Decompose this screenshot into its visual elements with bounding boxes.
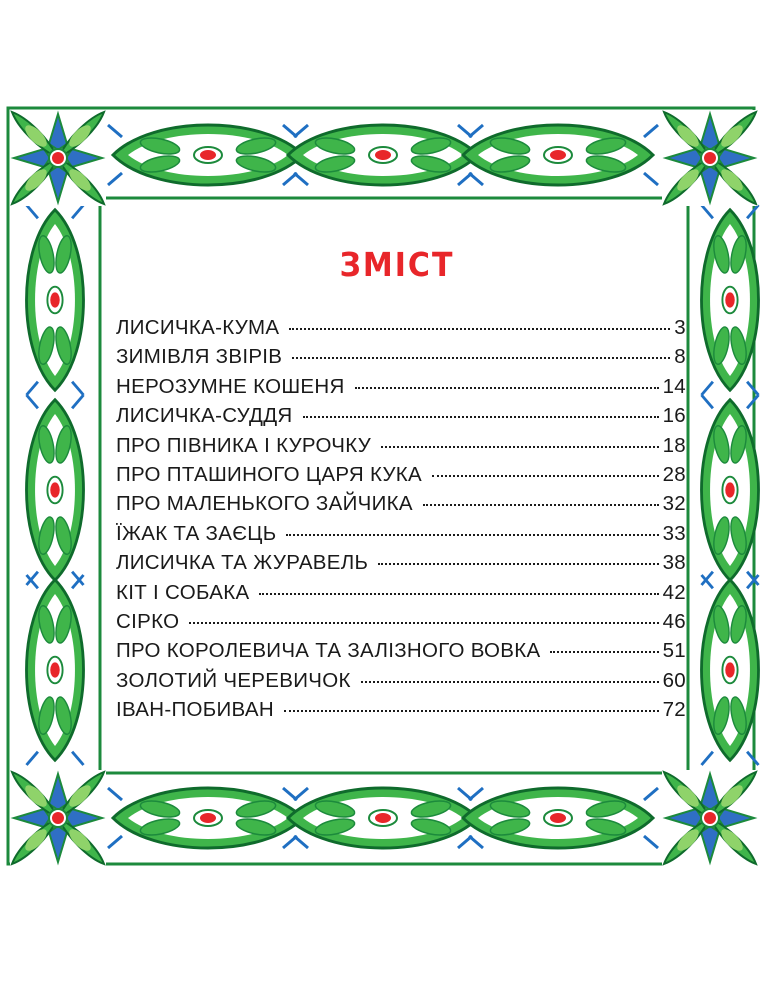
- toc-entry-page: 42: [662, 580, 686, 604]
- toc-entry-page: 33: [662, 521, 686, 545]
- dot-leader: [361, 681, 659, 683]
- toc-entry[interactable]: [116, 375, 686, 404]
- toc-entry-title: ПРО ПТАШИНОГО ЦАРЯ КУКА: [116, 462, 422, 486]
- dot-leader: [432, 475, 659, 477]
- toc-entry[interactable]: [116, 698, 686, 727]
- dot-leader: [289, 328, 670, 330]
- toc-entry-title: СІРКО: [116, 609, 180, 633]
- bottom-border-band: [108, 788, 658, 848]
- dot-leader: [550, 651, 658, 653]
- dot-leader: [355, 387, 659, 389]
- dot-leader: [189, 622, 658, 624]
- toc-entry-title: ПРО МАЛЕНЬКОГО ЗАЙЧИКА: [116, 492, 413, 516]
- toc-entry-page: 28: [662, 462, 686, 486]
- dot-leader: [259, 593, 658, 595]
- toc-entry-title: ЗОЛОТИЙ ЧЕРЕВИЧОК: [116, 668, 351, 692]
- toc-entry-page: 14: [662, 374, 686, 398]
- toc-entry[interactable]: [116, 551, 686, 580]
- corner-flower-icon: [662, 110, 758, 206]
- toc-entry-title: ЇЖАК ТА ЗАЄЦЬ: [116, 521, 277, 545]
- corner-flower-icon: [10, 770, 106, 866]
- toc-entry[interactable]: [116, 404, 686, 433]
- toc-entry-page: 18: [662, 433, 686, 457]
- dot-leader: [303, 416, 659, 418]
- toc-entry[interactable]: [116, 434, 686, 463]
- toc-entry-page: 38: [662, 551, 686, 575]
- toc-entry-title: ЛИСИЧКА-КУМА: [116, 316, 280, 339]
- toc-entry-title: ПРО ПІВНИКА І КУРОЧКУ: [116, 433, 372, 457]
- right-border-band: [702, 205, 759, 765]
- toc-entry-title: ЛИСИЧКА ТА ЖУРАВЕЛЬ: [116, 551, 369, 575]
- toc-entry-page: 16: [662, 404, 686, 428]
- content-panel: [108, 200, 686, 770]
- toc-entry-page: 72: [662, 698, 686, 722]
- toc-entry[interactable]: [116, 522, 686, 551]
- toc-entry[interactable]: [116, 463, 686, 492]
- toc-entry-page: 60: [662, 668, 686, 692]
- toc-entry-title: НЕРОЗУМНЕ КОШЕНЯ: [116, 374, 345, 398]
- toc-entry-title: ІВАН-ПОБИВАН: [116, 698, 274, 722]
- toc-entry-title: КІТ І СОБАКА: [116, 580, 250, 604]
- toc-entry[interactable]: [116, 639, 686, 668]
- dot-leader: [286, 534, 658, 536]
- table-of-contents: [116, 316, 686, 727]
- toc-entry-title: ЛИСИЧКА-СУДДЯ: [116, 404, 293, 428]
- toc-entry-page: 46: [662, 609, 686, 633]
- toc-entry-page: 8: [674, 345, 686, 369]
- dot-leader: [423, 504, 659, 506]
- toc-entry[interactable]: [116, 581, 686, 610]
- toc-entry[interactable]: [116, 492, 686, 521]
- dot-leader: [378, 563, 658, 565]
- dot-leader: [284, 710, 659, 712]
- toc-entry[interactable]: [116, 316, 686, 345]
- toc-entry[interactable]: [116, 669, 686, 698]
- toc-entry-title: ЗИМІВЛЯ ЗВІРІВ: [116, 345, 283, 369]
- left-border-band: [26, 205, 83, 765]
- corner-flower-icon: [662, 770, 758, 866]
- dot-leader: [381, 446, 659, 448]
- toc-entry-page: 32: [662, 492, 686, 516]
- dot-leader: [292, 357, 670, 359]
- toc-entry[interactable]: [116, 345, 686, 374]
- toc-entry-page: 3: [674, 316, 686, 339]
- toc-entry-title: ПРО КОРОЛЕВИЧА ТА ЗАЛІЗНОГО ВОВКА: [116, 639, 541, 663]
- top-border-band: [108, 125, 658, 185]
- corner-flower-icon: [10, 110, 106, 206]
- toc-entry[interactable]: [116, 610, 686, 639]
- page-title: ЗМІСТ: [339, 246, 455, 285]
- toc-entry-page: 51: [662, 639, 686, 663]
